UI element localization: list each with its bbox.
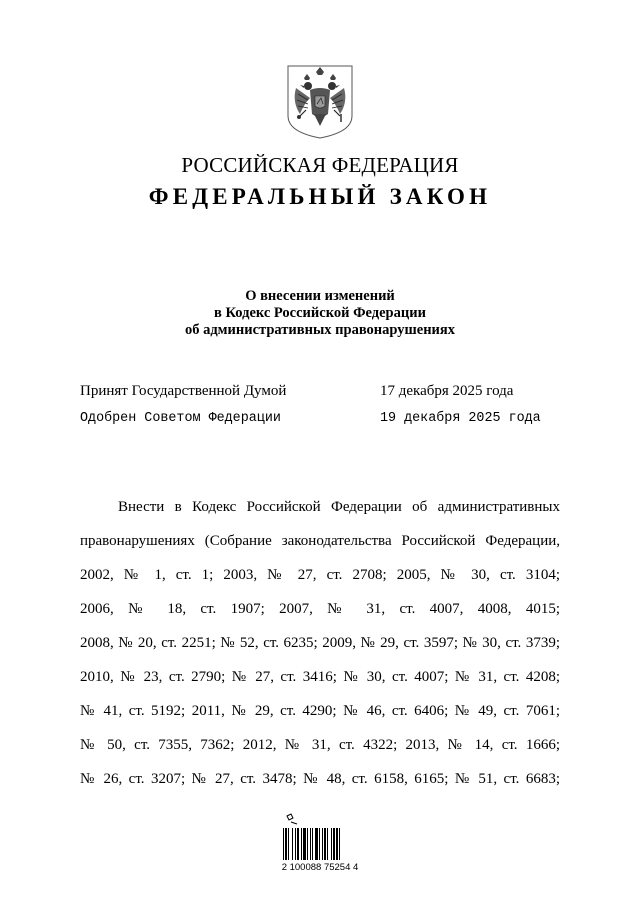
adoption-date: 19 декабря 2025 года [380, 411, 541, 426]
adoption-label: Одобрен Советом Федерации [80, 411, 281, 426]
barcode-number: 2 100088 75254 4 [281, 862, 359, 873]
body-line: Внести в Кодекс Российской Федерации об административных [118, 499, 560, 515]
law-title-line: об административных правонарушениях [184, 322, 456, 338]
adoption-label: Принят Государственной Думой [80, 383, 287, 399]
body-paragraph [80, 490, 560, 796]
body-line: № 50, ст. 7355, 7362; 2012, № 31, ст. 4322; 2013, № 14, ст. 1666; [80, 737, 560, 753]
adoption-date: 17 декабря 2025 года [380, 383, 514, 399]
body-line: правонарушениях (Собрание законодательства Российской Федерации, [80, 533, 560, 549]
body-line: 2002, № 1, ст. 1; 2003, № 27, ст. 2708; 2005, № 30, ст. 3104; [80, 567, 560, 583]
law-title [0, 288, 640, 339]
country-name: РОССИЙСКАЯ ФЕДЕРАЦИЯ [181, 153, 459, 177]
coat-of-arms-icon [286, 64, 354, 140]
body-line: № 26, ст. 3207; № 27, ст. 3478; № 48, ст. 6158, 6165; № 51, ст. 6683; [80, 771, 560, 787]
law-title-line: О внесении изменений [245, 288, 395, 304]
document-type-text: ФЕДЕРАЛЬНЫЙ ЗАКОН [148, 184, 492, 209]
law-title-line: в Кодекс Российской Федерации [214, 305, 426, 321]
body-line: 2010, № 23, ст. 2790; № 27, ст. 3416; № 30, ст. 4007; № 31, ст. 4208; [80, 669, 560, 685]
body-line: 2008, № 20, ст. 2251; № 52, ст. 6235; 2009, № 29, ст. 3597; № 30, ст. 3739; [80, 635, 560, 651]
document-type-heading [0, 184, 640, 210]
body-line: 2006, № 18, ст. 1907; 2007, № 31, ст. 4007, 4008, 4015; [80, 601, 560, 617]
body-line: № 41, ст. 5192; 2011, № 29, ст. 4290; № 46, ст. 6406; № 49, ст. 7061; [80, 703, 560, 719]
